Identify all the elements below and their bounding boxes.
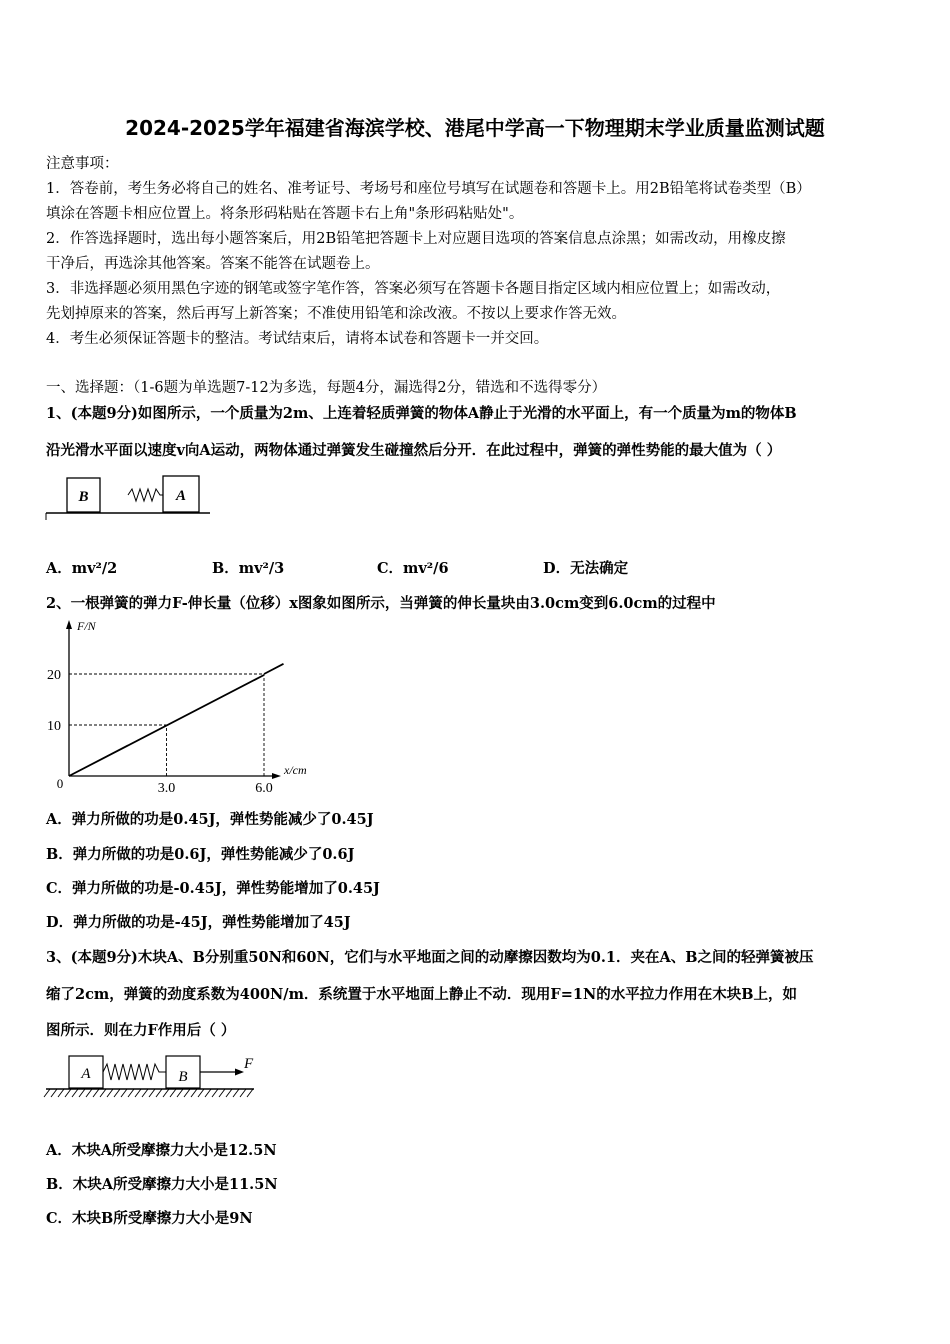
q3-force-label: F xyxy=(244,1056,254,1072)
section-heading: 一、选择题：（1-6题为单选题7-12为多选，每题4分，漏选得2分，错选和不选得零分） xyxy=(46,380,607,396)
q1-stem-line1: 1、(本题9分)如图所示，一个质量为2m、上连着轻质弹簧的物体A静止于光滑的水平面上，有一个质量为m的物体B xyxy=(46,405,797,422)
ground-hatch xyxy=(58,1089,64,1097)
ground-hatch xyxy=(149,1089,155,1097)
data-line-extension xyxy=(264,664,284,674)
notice-line: 干净后，再选涂其他答案。答案不能答在试题卷上。 xyxy=(46,256,380,272)
ground-hatch xyxy=(240,1089,246,1097)
y-axis-label: F/N xyxy=(77,619,96,633)
ground-hatch xyxy=(170,1089,176,1097)
notice-line: 1．答卷前，考生务必将自己的姓名、准考证号、考场号和座位号填写在试题卷和答题卡上。用2B铅笔将试卷类型（B） xyxy=(46,181,811,197)
ground-hatch xyxy=(128,1089,134,1097)
q3-stem-line3: 图所示．则在力F作用后（ ） xyxy=(46,1022,236,1039)
ground-hatch xyxy=(226,1089,232,1097)
ground-hatch xyxy=(184,1089,190,1097)
ground-hatch xyxy=(205,1089,211,1097)
q3-option-a: A．木块A所受摩擦力大小是12.5N xyxy=(46,1142,277,1159)
notice-line: 3．非选择题必须用黑色字迹的钢笔或签字笔作答，答案必须写在答题卡各题目指定区域内相应位置上；如需改动， xyxy=(46,281,781,297)
ground-hatch xyxy=(93,1089,99,1097)
q3-stem-line2: 缩了2cm，弹簧的劲度系数为400N/m．系统置于水平地面上静止不动．现用F=1N的水平拉力作用在木块B上，如 xyxy=(46,986,797,1003)
ground-hatch xyxy=(44,1089,50,1097)
ground-hatch xyxy=(219,1089,225,1097)
ground-hatch xyxy=(142,1089,148,1097)
q1-figure xyxy=(44,470,214,522)
q2-chart xyxy=(30,615,330,800)
ground-hatch xyxy=(233,1089,239,1097)
q1-option-d: D．无法确定 xyxy=(543,560,629,577)
page-title: 2024-2025学年福建省海滨学校、港尾中学高一下物理期末学业质量监测试题 xyxy=(125,116,825,140)
y-axis-arrow xyxy=(66,620,72,629)
q1-block-b-label: B xyxy=(78,489,89,505)
origin-label: 0 xyxy=(56,776,64,791)
q2-option-a: A．弹力所做的功是0.45J，弹性势能减少了0.45J xyxy=(46,811,374,828)
ground-hatch xyxy=(72,1089,78,1097)
notice-line: 先划掉原来的答案，然后再写上新答案；不准使用铅笔和涂改液。不按以上要求作答无效。 xyxy=(46,306,626,322)
ground-hatch xyxy=(135,1089,141,1097)
ground-hatch xyxy=(65,1089,71,1097)
ground-hatch xyxy=(163,1089,169,1097)
ground-hatch xyxy=(177,1089,183,1097)
q3-option-c: C．木块B所受摩擦力大小是9N xyxy=(46,1210,253,1227)
q2-option-b: B．弹力所做的功是0.6J，弹性势能减少了0.6J xyxy=(46,846,355,863)
q2-stem-line1: 2、一根弹簧的弹力F-伸长量（位移）x图象如图所示，当弹簧的伸长量块由3.0cm变到6.0cm的过程中 xyxy=(46,595,716,612)
ground-hatch xyxy=(247,1089,253,1097)
q2-option-d: D．弹力所做的功是-45J，弹性势能增加了45J xyxy=(46,914,351,931)
ground-hatch xyxy=(156,1089,162,1097)
ground-hatch xyxy=(121,1089,127,1097)
ground-hatch xyxy=(191,1089,197,1097)
ground-hatch xyxy=(114,1089,120,1097)
q1-stem-line2: 沿光滑水平面以速度v向A运动，两物体通过弹簧发生碰撞然后分开．在此过程中，弹簧的弹性势能的最大值为（ ） xyxy=(46,442,782,459)
ground-hatch xyxy=(198,1089,204,1097)
q1-block-a-label: A xyxy=(175,488,187,504)
q1-option-c: C．mv²/6 xyxy=(377,560,449,577)
x-tick-label: 6.0 xyxy=(255,781,273,796)
y-tick-label: 10 xyxy=(47,719,61,734)
notice-line: 2．作答选择题时，选出每小题答案后，用2B铅笔把答题卡上对应题目选项的答案信息点涂黑；如需改动，用橡皮擦 xyxy=(46,231,786,247)
ground-hatch xyxy=(79,1089,85,1097)
q3-stem-line1: 3、(本题9分)木块A、B分别重50N和60N，它们与水平地面之间的动摩擦因数均为0.1．夹在A、B之间的轻弹簧被压 xyxy=(46,949,814,966)
q1-option-b: B．mv²/3 xyxy=(212,560,285,577)
x-axis-arrow xyxy=(272,773,281,779)
ground-hatch xyxy=(212,1089,218,1097)
notice-heading: 注意事项： xyxy=(46,156,119,172)
ground-hatch xyxy=(86,1089,92,1097)
q3-option-b: B．木块A所受摩擦力大小是11.5N xyxy=(46,1176,278,1193)
notice-line: 4．考生必须保证答题卡的整洁。考试结束后，请将本试卷和答题卡一并交回。 xyxy=(46,331,549,347)
q3-figure xyxy=(44,1050,259,1106)
y-tick-label: 20 xyxy=(47,668,61,683)
q3-block-a-label: A xyxy=(81,1066,91,1082)
q3-block-b-label: B xyxy=(178,1069,188,1085)
q2-option-c: C．弹力所做的功是-0.45J，弹性势能增加了0.45J xyxy=(46,880,380,897)
notice-line: 填涂在答题卡相应位置上。将条形码粘贴在答题卡右上角"条形码粘贴处"。 xyxy=(46,206,524,222)
q1-option-a: A．mv²/2 xyxy=(46,560,118,577)
ground-hatch xyxy=(107,1089,113,1097)
ground-hatch xyxy=(51,1089,57,1097)
x-tick-label: 3.0 xyxy=(157,781,176,796)
ground-hatch xyxy=(100,1089,106,1097)
x-axis-label: x/cm xyxy=(284,763,307,777)
